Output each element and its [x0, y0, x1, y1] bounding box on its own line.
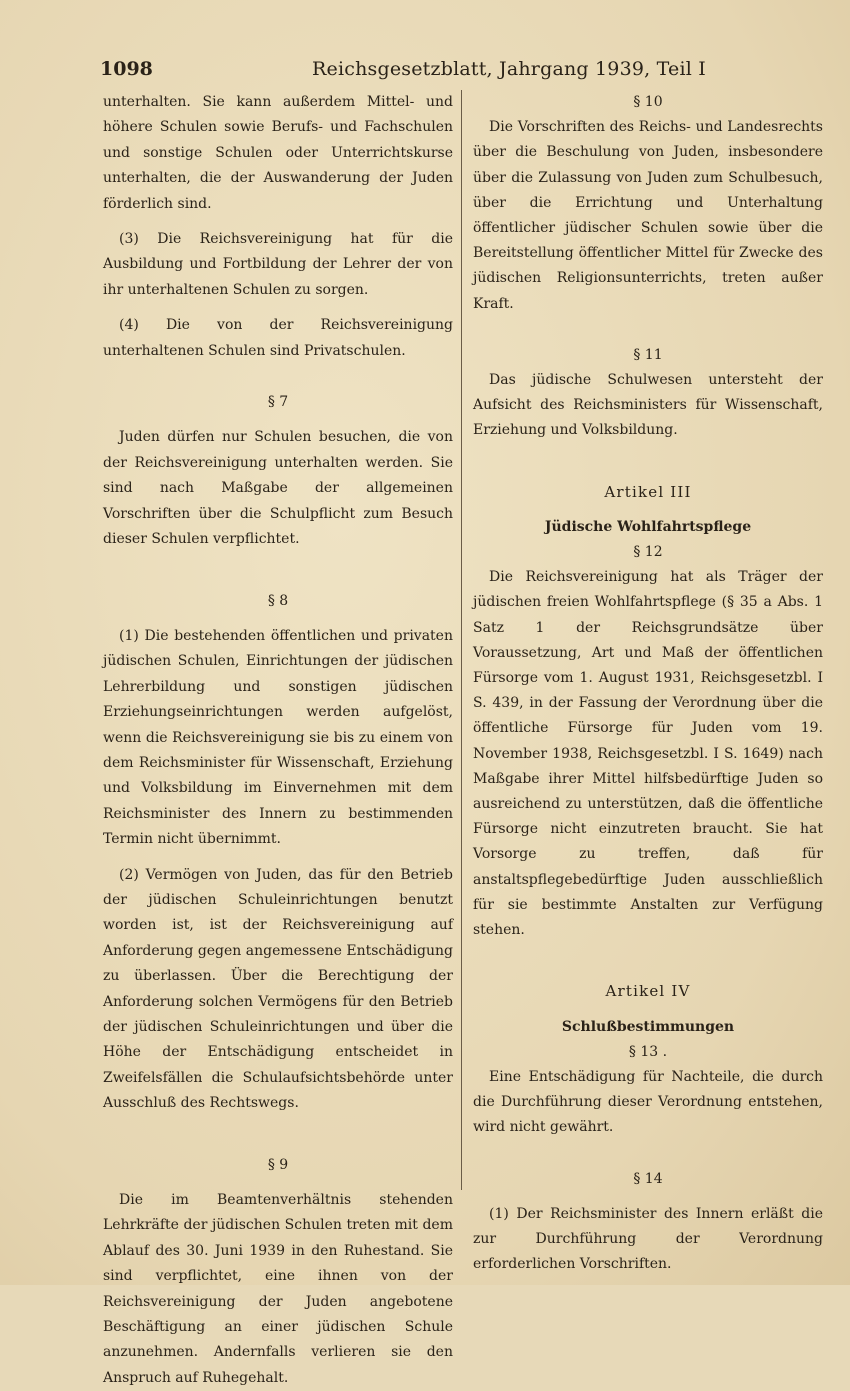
section-8-para-2: (2) Vermögen von Juden, das für den Betrieb der jüdischen Schuleinrichtungen benutzt worden ist, ist der Reichsvereinigung auf Anforderung gegen angemessene Entschädigung zu überlassen. Über die Berechtigung der Anforderung solchen Vermögens für den Betrieb der jüdischen Schuleinrichtungen und über die Höhe der Entschädigung entscheidet in Zweifelsfällen die Schulaufsichtsbehörde unter Ausschluß des Rechtswegs. [103, 866, 453, 1112]
paragraph-continuation: unterhalten. Sie kann außerdem Mittel- und höhere Schulen sowie Berufs- und Fachschulen und sonstige Schulen oder Unterrichtskurse unterhalten, die der Auswanderung der Juden förderlich sind. [103, 94, 453, 212]
article-3-subtitle: Jüdische Wohlfahrtspflege [544, 518, 752, 535]
section-12-heading: § 12 [633, 544, 663, 561]
paragraph-4: (4) Die von der Reichsvereinigung unterhaltenen Schulen sind Privatschulen. [103, 317, 453, 359]
section-12-text: Die Reichsvereinigung hat als Träger der jüdischen freien Wohlfahrtspflege (§ 35 a Abs. 1 Satz 1 der Reichsgrundsätze über Voraussetzung, Art und Maß der öffentlichen Fürsorge vom 1. August 1931, Reichsgesetzbl. I S. 439, in der Fassung der Verordnung über die öffentliche Fürsorge für Juden vom 19. November 1938, Reichsgesetzbl. I S. 1649) nach Maßgabe ihrer Mittel hilfsbedürftige Juden so ausreichend zu unterstützen, daß die öffentliche Fürsorge nicht einzutreten braucht. Sie hat Vorsorge zu treffen, daß für anstaltspflegebedürftige Juden ausschließlich für sie bestimmte Anstalten zur Verfügung stehen. [473, 569, 823, 939]
section-14-text: (1) Der Reichsminister des Innern erläßt die zur Durchführung der Verordnung erforderlichen Vorschriften. [473, 1205, 823, 1273]
right-column [473, 90, 823, 1277]
article-3-title: Artikel III [604, 482, 692, 501]
section-8-heading: § 8 [267, 592, 289, 609]
paragraph-3: (3) Die Reichsvereinigung hat für die Ausbildung und Fortbildung der Lehrer der von ihr unterhaltenen Schulen zu sorgen. [103, 231, 453, 298]
page-header [100, 58, 800, 88]
section-11-heading: § 11 [633, 346, 663, 363]
section-14-heading: § 14 [633, 1170, 663, 1187]
section-7-text: Juden dürfen nur Schulen besuchen, die von der Reichsvereinigung unterhalten werden. Sie sind nach Maßgabe der allgemeinen Vorschriften über die Schulpflicht zum Besuch dieser Schulen verpflichtet. [103, 429, 453, 548]
section-9-text: Die im Beamtenverhältnis stehenden Lehrkräfte der jüdischen Schulen treten mit dem Ablauf des 30. Juni 1939 in den Ruhestand. Sie sind verpflichtet, eine ihnen von der Reichsvereinigung der Juden angebotene Beschäftigung an einer jüdischen Schule anzunehmen. Andernfalls verlieren sie den Anspruch auf Ruhegehalt. [103, 1192, 453, 1386]
article-4-title: Artikel IV [605, 982, 691, 1001]
section-8-para-1: (1) Die bestehenden öffentlichen und privaten jüdischen Schulen, Einrichtungen der jüdischen Lehrerbildung und sonstigen jüdischen Erziehungseinrichtungen werden aufgelöst, wenn die Reichsvereinigung sie bis zu einem von dem Reichsminister für Wissenschaft, Erziehung und Volksbildung im Einvernehmen mit dem Reichsminister des Innern zu bestimmenden Termin nicht übernimmt. [103, 627, 453, 848]
section-11-text: Das jüdische Schulwesen untersteht der Aufsicht des Reichsministers für Wissenschaft, Erziehung und Volksbildung. [473, 372, 823, 439]
section-7-heading: § 7 [267, 394, 289, 411]
section-13-text: Eine Entschädigung für Nachteile, die durch die Durchführung dieser Verordnung entstehen, wird nicht gewährt. [473, 1068, 823, 1136]
page-number: 1098 [100, 58, 153, 80]
section-13-heading: § 13 . [628, 1043, 668, 1060]
left-column [103, 90, 453, 1391]
running-title: Reichsgesetzblatt, Jahrgang 1939, Teil I [312, 58, 706, 80]
article-4-subtitle: Schlußbestimmungen [561, 1018, 735, 1035]
section-10-text: Die Vorschriften des Reichs- und Landesrechts über die Beschulung von Juden, insbesondere über die Zulassung von Juden zum Schulbesuch, über die Errichtung und Unterhaltung öffentlicher jüdischer Schulen sowie über die Bereitstellung öffentlicher Mittel für Zwecke des jüdischen Religionsunterrichts, treten außer Kraft. [473, 119, 823, 312]
column-divider [461, 90, 462, 1190]
section-9-heading: § 9 [267, 1156, 289, 1173]
section-10-heading: § 10 [633, 94, 663, 110]
